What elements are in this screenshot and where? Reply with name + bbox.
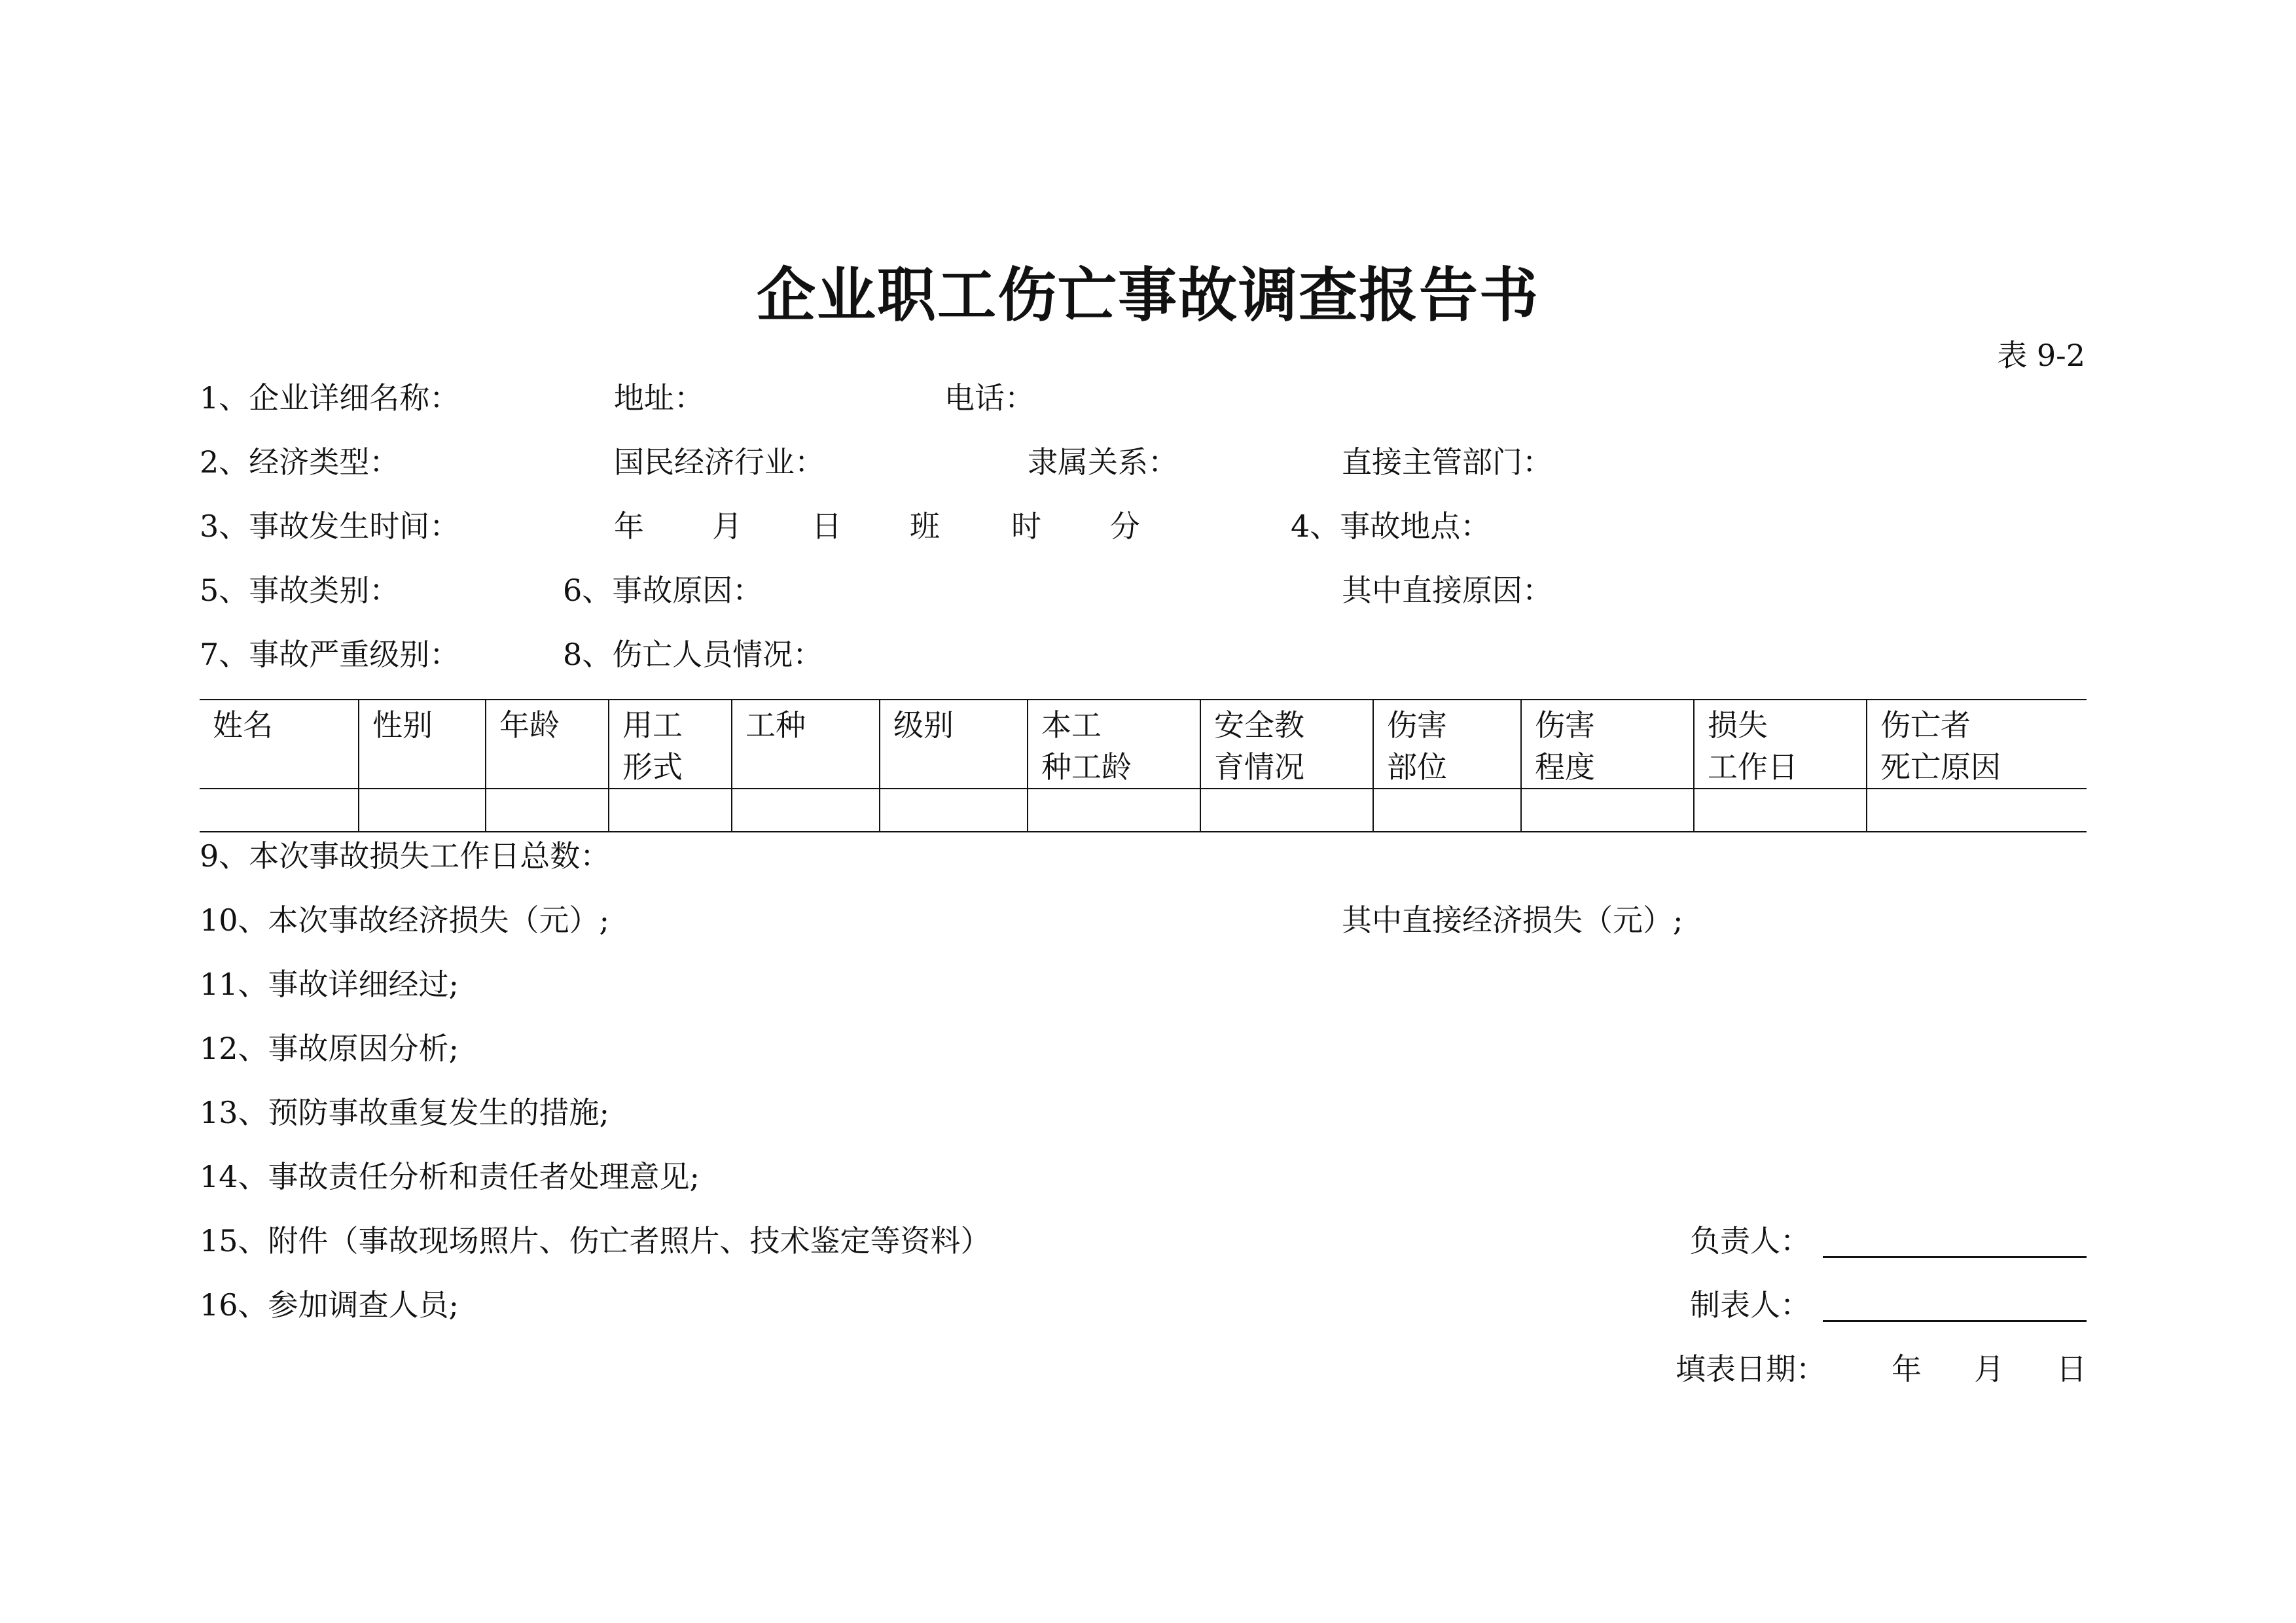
- preparer-signature-line[interactable]: [1823, 1320, 2087, 1322]
- table-cell[interactable]: [200, 789, 359, 832]
- header-line: 形式: [622, 749, 683, 785]
- fill-date-label: 填表日期：: [1676, 1351, 1826, 1387]
- preparer-label: 制表人：: [1690, 1287, 1810, 1323]
- item-16-investigators: 16、参加调查人员;: [200, 1287, 459, 1323]
- table-cell[interactable]: [486, 789, 609, 832]
- address-label: 地址：: [614, 380, 704, 416]
- header-line: 级别: [893, 707, 954, 743]
- fill-date-year: 年: [1892, 1351, 1922, 1387]
- header-line: 伤害: [1387, 707, 1447, 743]
- table-header-cell: [1694, 700, 1867, 789]
- economic-type-label: 2、经济类型：: [200, 444, 400, 480]
- supervisor-label: 直接主管部门：: [1342, 444, 1552, 480]
- time-day-label: 日: [812, 508, 842, 544]
- affiliation-label: 隶属关系：: [1028, 444, 1178, 480]
- table-cell[interactable]: [1373, 789, 1521, 832]
- industry-label: 国民经济行业：: [614, 444, 825, 480]
- accident-location-label: 4、事故地点：: [1291, 508, 1491, 544]
- header-line: 安全教: [1214, 707, 1304, 743]
- phone-label: 电话：: [944, 380, 1035, 416]
- table-header-cell: [1867, 700, 2087, 789]
- accident-time-label: 3、事故发生时间：: [200, 508, 460, 544]
- casualty-table: [200, 699, 2087, 832]
- header-line: 姓名: [213, 707, 273, 743]
- header-line: 伤亡者: [1880, 707, 1971, 743]
- header-line: 年龄: [499, 707, 560, 743]
- table-header-cell: [609, 700, 732, 789]
- header-line: 本工: [1041, 707, 1102, 743]
- table-header-cell: [200, 700, 359, 789]
- header-line: 用工: [622, 707, 683, 743]
- table-cell[interactable]: [1200, 789, 1373, 832]
- header-line: 死亡原因: [1880, 749, 2001, 785]
- company-name-label: 1、企业详细名称：: [200, 380, 460, 416]
- table-header-cell: [1200, 700, 1373, 789]
- table-header-cell: [732, 700, 880, 789]
- table-cell[interactable]: [1867, 789, 2087, 832]
- accident-category-label: 5、事故类别：: [200, 573, 400, 608]
- table-header-cell: [1028, 700, 1200, 789]
- accident-cause-label: 6、事故原因：: [563, 573, 763, 608]
- casualties-label: 8、伤亡人员情况：: [563, 637, 823, 672]
- header-line: 育情况: [1214, 749, 1304, 785]
- table-header-cell: [1521, 700, 1694, 789]
- table-cell[interactable]: [732, 789, 880, 832]
- time-hour-label: 时: [1011, 508, 1041, 544]
- time-minute-label: 分: [1110, 508, 1140, 544]
- fill-date-day: 日: [2056, 1351, 2087, 1387]
- time-shift-label: 班: [910, 508, 940, 544]
- severity-label: 7、事故严重级别：: [200, 637, 460, 672]
- item-14-responsibility: 14、事故责任分析和责任者处理意见;: [200, 1159, 700, 1194]
- header-line: 部位: [1387, 749, 1447, 785]
- header-line: 损失: [1708, 707, 1768, 743]
- item-9-lost-workdays: 9、本次事故损失工作日总数：: [200, 838, 611, 874]
- header-line: 伤害: [1535, 707, 1595, 743]
- item-10-direct-loss: 其中直接经济损失（元）;: [1342, 902, 1683, 938]
- table-number: 表 9-2: [1997, 338, 2085, 373]
- item-10-economic-loss: 10、本次事故经济损失（元）;: [200, 902, 610, 938]
- item-12-cause-analysis: 12、事故原因分析;: [200, 1031, 459, 1066]
- table-cell[interactable]: [1028, 789, 1200, 832]
- header-line: 工种: [745, 707, 806, 743]
- responsible-label: 负责人：: [1690, 1223, 1810, 1258]
- table-row: [200, 789, 2087, 832]
- item-15-attachments: 15、附件（事故现场照片、伤亡者照片、技术鉴定等资料）: [200, 1223, 991, 1258]
- item-11-details: 11、事故详细经过;: [200, 967, 459, 1002]
- table-header-cell: [359, 700, 486, 789]
- responsible-signature-line[interactable]: [1823, 1256, 2087, 1258]
- table-header-cell: [880, 700, 1028, 789]
- table-cell[interactable]: [1694, 789, 1867, 832]
- time-year-label: 年: [614, 508, 644, 544]
- table-cell[interactable]: [1521, 789, 1694, 832]
- page-title: 企业职工伤亡事故调查报告书: [757, 260, 1539, 330]
- table-header-row: [200, 700, 2087, 789]
- header-line: 程度: [1535, 749, 1595, 785]
- time-month-label: 月: [712, 508, 742, 544]
- table-cell[interactable]: [609, 789, 732, 832]
- header-line: 种工龄: [1041, 749, 1132, 785]
- table-cell[interactable]: [359, 789, 486, 832]
- table-header-cell: [1373, 700, 1521, 789]
- table-cell[interactable]: [880, 789, 1028, 832]
- fill-date-month: 月: [1974, 1351, 2004, 1387]
- header-line: 工作日: [1708, 749, 1798, 785]
- item-13-prevention: 13、预防事故重复发生的措施;: [200, 1095, 610, 1130]
- header-line: 性别: [372, 707, 433, 743]
- direct-cause-label: 其中直接原因：: [1342, 573, 1552, 608]
- table-header-cell: [486, 700, 609, 789]
